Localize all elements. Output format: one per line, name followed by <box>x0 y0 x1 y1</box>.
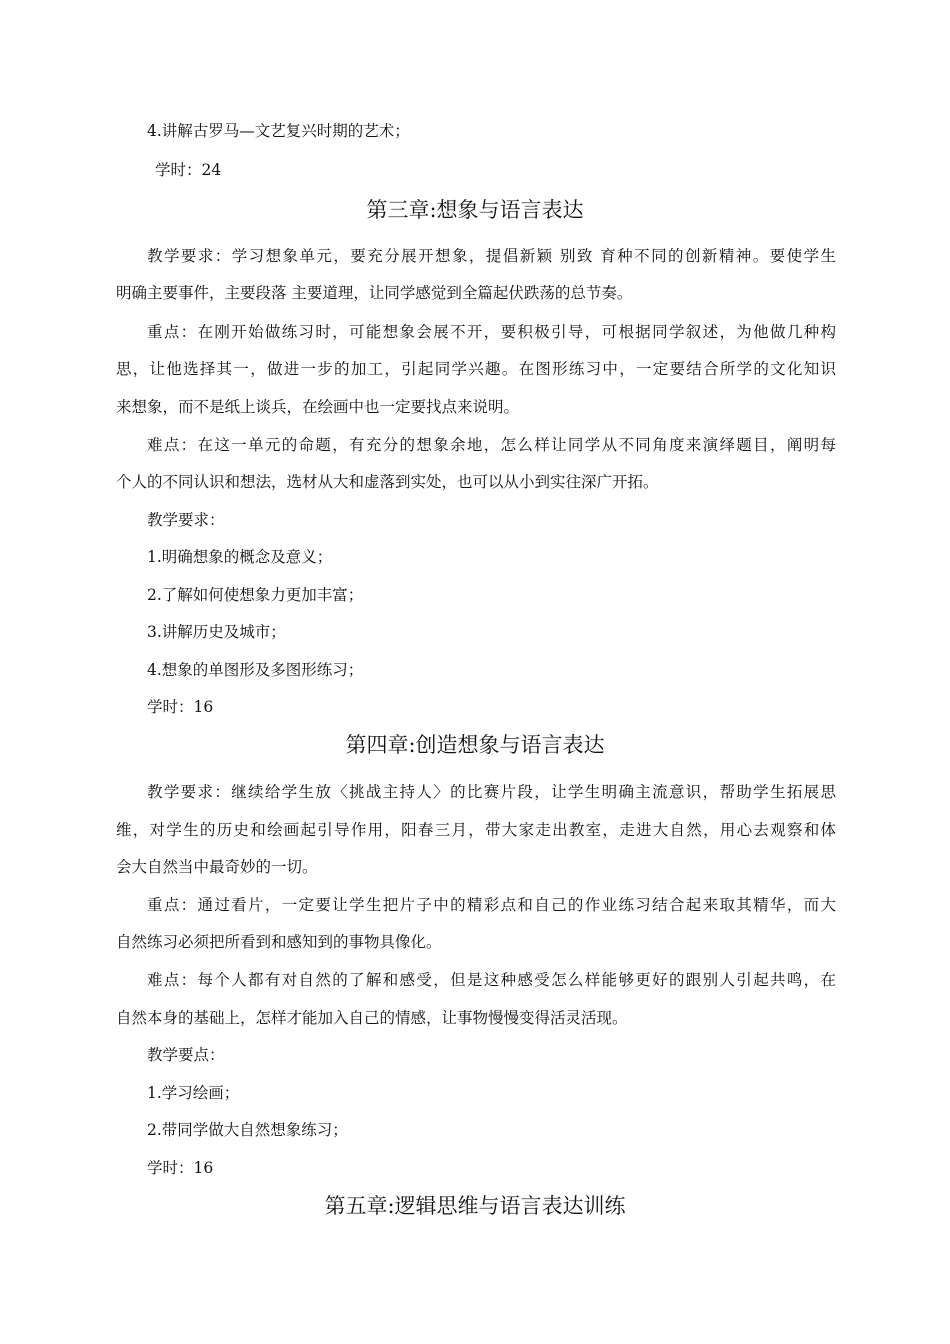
paragraph-line: 难点：每个人都有对自然的了解和感受，但是这种感受怎么样能够更好的跟别人引起共鸣，在 <box>147 971 836 989</box>
paragraph-line: 教学要求：学习想象单元，要充分展开想象，提倡新颖 别致 育种不同的创新精神。要使学生 <box>147 247 836 265</box>
section-label: 教学要求： <box>147 511 225 529</box>
paragraph-line: 维，对学生的历史和绘画起引导作用，阳春三月，带大家走出教室，走进大自然，用心去观察和体 <box>116 821 836 839</box>
list-item: 1.学习绘画； <box>147 1084 240 1102</box>
paragraph-line: 来想象，而不是纸上谈兵，在绘画中也一定要找点来说明。 <box>116 398 520 416</box>
list-item: 3.讲解历史及城市； <box>147 623 286 641</box>
list-item: 2.了解如何使想象力更加丰富； <box>147 586 364 604</box>
paragraph-line: 思，让他选择其一，做进一步的加工，引起同学兴趣。在图形练习中，一定要结合所学的文化知识 <box>116 360 836 378</box>
section-label: 教学要点： <box>147 1046 225 1064</box>
chapter-title: 第三章:想象与语言表达 <box>366 198 584 222</box>
list-item: 1.明确想象的概念及意义； <box>147 548 333 566</box>
list-item: 2.带同学做大自然想象练习； <box>147 1121 348 1139</box>
paragraph-line: 难点：在这一单元的命题，有充分的想象余地，怎么样让同学从不同角度来演绎题目，阐明每 <box>147 436 836 454</box>
paragraph-line: 重点：在刚开始做练习时，可能想象会展不开，要积极引导，可根据同学叙述，为他做几种构 <box>147 323 836 341</box>
paragraph-line: 自然练习必须把所看到和感知到的事物具像化。 <box>116 933 442 951</box>
study-hours: 学时：24 <box>155 161 222 179</box>
paragraph-line: 自然本身的基础上，怎样才能加入自己的情感，让事物慢慢变得活灵活现。 <box>116 1009 628 1027</box>
paragraph-line: 重点：通过看片，一定要让学生把片子中的精彩点和自己的作业练习结合起来取其精华，而大 <box>147 896 836 914</box>
paragraph-line: 会大自然当中最奇妙的一切。 <box>116 858 318 876</box>
paragraph-line: 明确主要事件，主要段落 主要道理，让同学感觉到全篇起伏跌荡的总节奏。 <box>116 284 633 302</box>
chapter-title: 第四章:创造想象与语言表达 <box>345 733 605 757</box>
list-item: 4.想象的单图形及多图形练习； <box>147 661 364 679</box>
study-hours: 学时：16 <box>147 698 214 716</box>
paragraph-line: 个人的不同认识和想法，选材从大和虚落到实处，也可以从小到实往深广开拓。 <box>116 473 659 491</box>
list-item: 4.讲解古罗马—文艺复兴时期的艺术； <box>147 122 410 140</box>
study-hours: 学时：16 <box>147 1159 214 1177</box>
paragraph-line: 教学要求：继续给学生放〈挑战主持人〉的比赛片段，让学生明确主流意识，帮助学生拓展思 <box>147 783 836 801</box>
chapter-title: 第五章:逻辑思维与语言表达训练 <box>324 1194 626 1218</box>
